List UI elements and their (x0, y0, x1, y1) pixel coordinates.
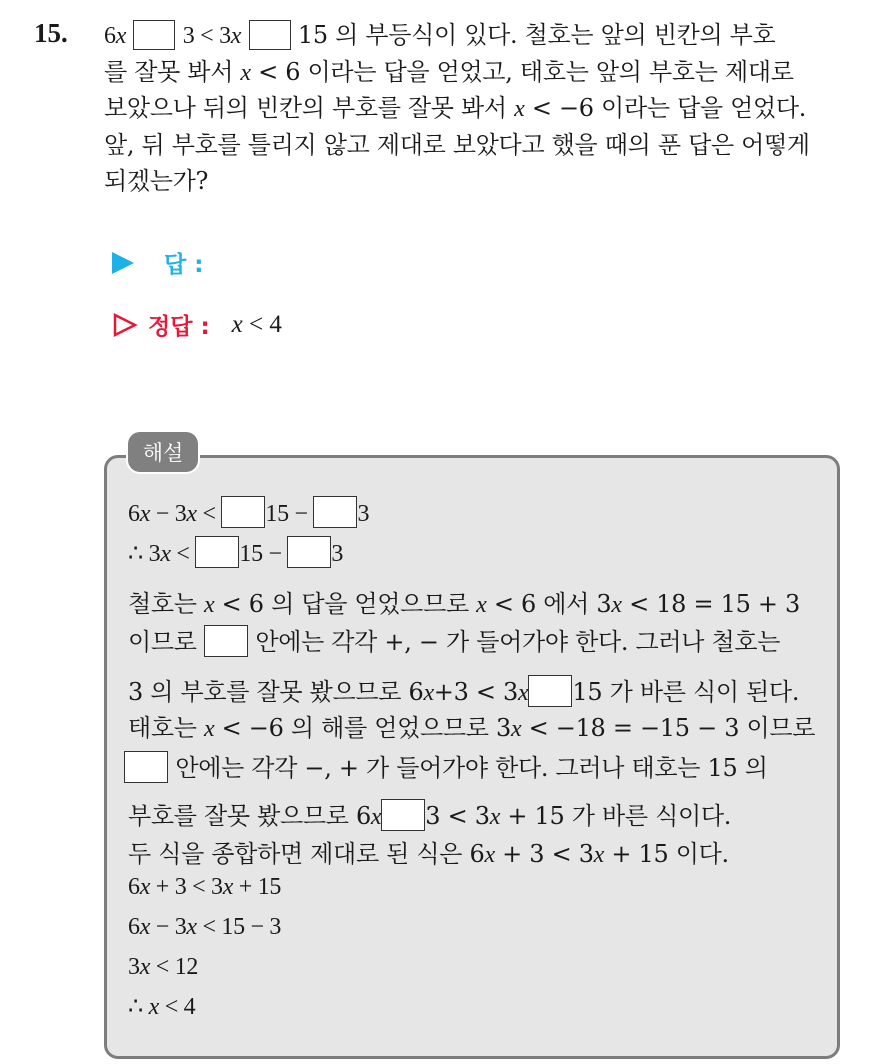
t: < −18 = −15 − 3 이므로 (521, 714, 816, 742)
t: 3 (331, 541, 344, 567)
t: 태호는 (128, 714, 204, 742)
var-x: x (484, 842, 495, 868)
t: 3 (357, 501, 370, 527)
t: + 15 (233, 874, 282, 900)
var-x: x (115, 23, 127, 49)
t: < 15 − 3 (196, 914, 282, 940)
var-x: x (370, 804, 382, 830)
t: < (196, 501, 222, 527)
t: < 4 (159, 994, 196, 1020)
question-line-1 (104, 17, 874, 54)
var-x: x (203, 716, 215, 742)
var-x: x (230, 23, 242, 49)
var-x: x (203, 592, 215, 618)
solution-line-3 (128, 584, 800, 619)
solution-line-13 (128, 992, 195, 1021)
answer-blank-2 (249, 20, 291, 50)
question-line-2 (104, 54, 874, 91)
var-x: x (240, 59, 251, 86)
expr: 3 < 3 (182, 23, 231, 49)
blank-box (381, 799, 425, 831)
solution-line-4 (128, 622, 780, 657)
solution-line-12 (128, 954, 198, 981)
solution-line-9 (128, 834, 729, 869)
t: < 6 에서 3 (486, 590, 612, 618)
answer-rest: < 4 (242, 310, 282, 338)
solution-line-10 (128, 874, 281, 901)
t: − 3 (150, 501, 187, 527)
t: + 15 이다. (604, 840, 729, 868)
answer-row (108, 246, 203, 279)
question-number: 15. (34, 18, 68, 48)
solution-line-11 (128, 914, 281, 941)
answer-blank-1 (133, 20, 175, 50)
t: 6 (128, 914, 140, 940)
t: 두 식을 종합하면 제대로 된 식은 6 (128, 840, 485, 868)
t: 안에는 각각 −, + 가 들어가야 한다. 그러나 태호는 15 의 (168, 754, 768, 782)
var-x: x (139, 914, 151, 940)
var-x: x (611, 592, 622, 618)
t: < −6 의 해를 얻었으므로 3 (214, 714, 511, 742)
t: 부호를 잘못 봤으므로 6 (128, 802, 371, 830)
t: ∴ 3 (128, 541, 161, 567)
t: + 3 < 3 (150, 874, 223, 900)
var-x: x (148, 994, 160, 1020)
var-x: x (231, 310, 243, 338)
t: +3 < 3 (433, 678, 519, 706)
t: + 15 가 바른 식이다. (500, 802, 732, 830)
var-x: x (222, 874, 234, 900)
solution-line-2 (128, 536, 343, 568)
t: 6 (128, 874, 140, 900)
blank-box (221, 496, 265, 528)
solution-line-1 (128, 496, 369, 528)
t: < 6 의 답을 얻었으므로 (214, 590, 477, 618)
blank-box (204, 625, 248, 657)
t: < 18 = 15 + 3 (621, 590, 800, 618)
blank-box (313, 496, 357, 528)
t: < (170, 541, 196, 567)
question-line-5: 되겠는가? (104, 167, 209, 196)
blank-box (124, 751, 168, 783)
text: 를 잘못 봐서 (104, 57, 241, 86)
text: < 6 이라는 답을 얻었고, 태호는 앞의 부호는 제대로 (250, 57, 794, 86)
t: ∴ (128, 994, 149, 1020)
var-x: x (139, 874, 151, 900)
question-line-3 (104, 90, 874, 127)
var-x: x (476, 592, 487, 618)
var-x: x (139, 501, 151, 527)
text: 보았으나 뒤의 빈칸의 부호를 잘못 봐서 (104, 94, 515, 123)
var-x: x (489, 804, 501, 830)
solution-line-8 (128, 796, 731, 831)
solution-line-6 (128, 708, 815, 743)
var-x: x (160, 541, 171, 567)
correct-answer-row (108, 308, 282, 341)
blank-box (287, 536, 331, 568)
var-x: x (186, 501, 197, 527)
blank-box (195, 536, 239, 568)
var-x: x (139, 954, 151, 980)
t: 이므로 (128, 628, 204, 656)
t: − 3 (150, 914, 187, 940)
var-x: x (593, 842, 605, 868)
text: < −6 이라는 답을 얻었다. (524, 94, 807, 123)
t: < 12 (150, 954, 199, 980)
t: 15 − (265, 501, 314, 527)
var-x: x (514, 96, 525, 123)
solution-line-5 (128, 672, 799, 707)
coef: 6 (104, 23, 116, 49)
t: 15 가 바른 식이 된다. (572, 678, 800, 706)
answer-label: 답 : (164, 252, 204, 278)
text: 15 의 부등식이 있다. 철호는 앞의 빈칸의 부호 (297, 21, 776, 49)
solution-line-7 (124, 748, 768, 783)
question-line-4: 앞, 뒤 부호를 틀리지 않고 제대로 보았다고 했을 때의 푼 답은 어떻게 (104, 130, 810, 159)
correct-answer-value (232, 311, 282, 339)
outline-triangle-icon (112, 312, 138, 338)
t: + 3 < 3 (494, 840, 594, 868)
play-triangle-icon (112, 252, 134, 274)
var-x: x (518, 680, 529, 706)
t: 6 (128, 501, 140, 527)
var-x: x (423, 680, 434, 706)
t: 3 (128, 954, 140, 980)
t: 3 의 부호를 잘못 봤으므로 6 (128, 678, 424, 706)
question-text (104, 17, 874, 200)
t: 안에는 각각 +, − 가 들어가야 한다. 그러나 철호는 (247, 628, 781, 656)
correct-answer-label: 정답 : (148, 314, 210, 340)
blank-box (528, 675, 572, 707)
var-x: x (510, 716, 522, 742)
t: 철호는 (128, 590, 204, 618)
t: 15 − (239, 541, 288, 567)
t: 3 < 3 (425, 802, 490, 830)
solution-tab: 해설 (128, 432, 198, 472)
var-x: x (186, 914, 197, 940)
